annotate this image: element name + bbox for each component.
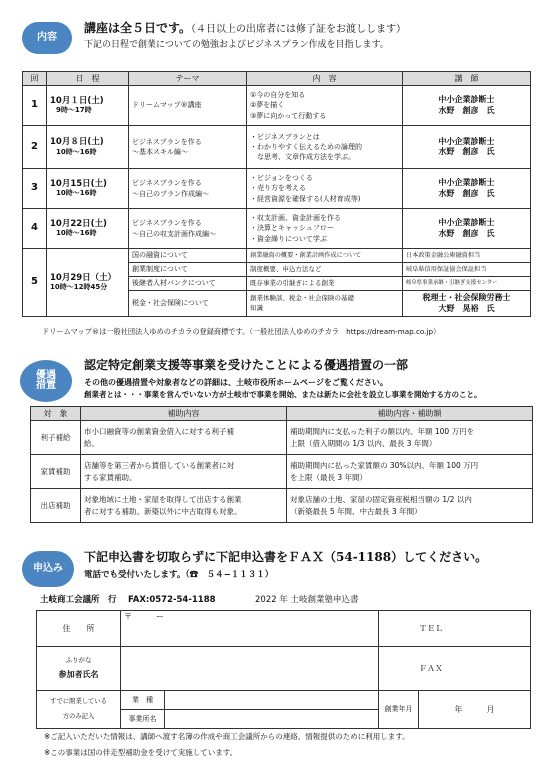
date-cell bbox=[47, 209, 129, 249]
content-line: ・ビジネスプランとは bbox=[250, 132, 320, 141]
business-label-1: すでに開業している bbox=[50, 698, 107, 706]
form-title: 2022 年 土岐創業塾申込書 bbox=[255, 595, 359, 605]
year-month: 年 月 bbox=[454, 704, 495, 714]
tel-label: ＴＥＬ bbox=[419, 623, 443, 633]
benefit-amount bbox=[287, 421, 533, 455]
theme-line: ビジネスプランを作る bbox=[132, 219, 202, 227]
form-row-address bbox=[37, 611, 531, 647]
amount-line: 対象店舗の土地、家屋の固定資産税相当額の 1/2 以内 bbox=[290, 494, 472, 504]
detail-line: する家賃補助。 bbox=[84, 472, 137, 482]
address-label: 住 所 bbox=[37, 611, 121, 647]
schedule-row bbox=[23, 126, 531, 169]
lecturer-name: 水野 創彦 氏 bbox=[438, 188, 495, 198]
content-cell bbox=[247, 169, 403, 209]
theme-line: ビジネスプランを作る bbox=[132, 179, 202, 187]
time-text: 9時〜17時 bbox=[56, 106, 92, 115]
lecturer-title: 中小企業診断士 bbox=[438, 218, 495, 228]
lecturer-cell: 岐阜県事業承継・引継ぎ支援センター bbox=[403, 277, 531, 291]
theme-cell: 創業制度について bbox=[129, 263, 247, 277]
theme-cell: 後継者人材バンクについて bbox=[129, 277, 247, 291]
time-text: 10時〜16時 bbox=[56, 229, 97, 238]
amount-line: 補助期間内に支払った利子の額以内、年額 100 万円を bbox=[290, 426, 475, 436]
content-line: 知識 bbox=[250, 303, 263, 312]
founder-definition: 創業者とは・・・事業を営んでいない方が土岐市で事業を開始、または新たに会社を設立し事業を開始する方のこと。 bbox=[84, 390, 482, 399]
benefit-header-row bbox=[31, 407, 533, 421]
amount-line: 補助期間内に払った家賃額の 30%以内、年額 100 万円 bbox=[290, 460, 479, 470]
participant-name-label: 参加者氏名 bbox=[58, 670, 99, 679]
theme-line: 〜自己の収支計画作成編〜 bbox=[132, 229, 216, 238]
schedule-row bbox=[23, 209, 531, 249]
date-cell bbox=[47, 249, 129, 317]
theme-cell bbox=[129, 86, 247, 126]
business-label-cell bbox=[37, 691, 121, 729]
benefit-detail bbox=[81, 489, 287, 523]
lecturer-title: 税理士・社会保険労務士 bbox=[422, 293, 511, 303]
lecturer-cell bbox=[403, 126, 531, 169]
privacy-note: ※ご記入いただいた情報は、講師へ渡す名簿の作成や商工会議所からの連絡、情報提供のために利用します。 bbox=[44, 732, 410, 741]
round-number: 2 bbox=[23, 126, 47, 169]
schedule-row-5 bbox=[23, 249, 531, 263]
col-header-theme: テーマ bbox=[129, 72, 247, 86]
fax-recipient bbox=[40, 595, 216, 606]
theme-line: 〜自己のプラン作成編〜 bbox=[132, 189, 209, 198]
course-subtitle: 下記の日程で創業についての勉強およびビジネスプラン作成を目指します。 bbox=[84, 40, 389, 50]
content-line: ②夢を描く bbox=[250, 101, 285, 110]
content-line: ・ビジョンをつくる bbox=[250, 174, 313, 183]
tel-field[interactable] bbox=[379, 611, 531, 647]
form-row-name bbox=[37, 647, 531, 691]
date-text: 10月29日（土） bbox=[50, 272, 117, 283]
content-cell: 創業融資の概要・創業計画作成について bbox=[247, 249, 403, 263]
theme-cell bbox=[129, 209, 247, 249]
lecturer-name: 水野 創彦 氏 bbox=[438, 105, 495, 115]
benefit-target: 利子補給 bbox=[31, 421, 81, 455]
content-line: ③夢に向かって行動する bbox=[250, 111, 327, 120]
fax-to: 土岐商工会議所 行 FAX:0572-54-1188 bbox=[40, 595, 216, 605]
content-cell: 制度概要、申込方法など bbox=[247, 263, 403, 277]
date-text: 10月15日(土) bbox=[50, 178, 107, 189]
course-title bbox=[84, 21, 406, 37]
lecturer-cell bbox=[403, 86, 531, 126]
date-cell bbox=[47, 169, 129, 209]
content-line: 創業体験談、税金・社会保険の基礎 bbox=[250, 293, 354, 302]
founded-input[interactable] bbox=[419, 691, 531, 729]
content-cell bbox=[247, 86, 403, 126]
detail-line: 店舗等を第三者から賃借している創業者に対 bbox=[84, 460, 234, 470]
course-title-note: （４日以上の出席者には修了証をお渡しします） bbox=[191, 24, 407, 35]
benefit-subtitle: その他の優遇措置や対象者などの詳細は、土岐市役所ホームページをご覧ください。 bbox=[84, 377, 388, 387]
phone-number: ５４−１１３１） bbox=[206, 570, 274, 580]
round-number: 5 bbox=[23, 249, 47, 317]
content-line: ・わかりやすく伝えるための論理的 bbox=[250, 142, 362, 151]
phone-line bbox=[84, 570, 273, 581]
schedule-header-row bbox=[23, 72, 531, 86]
benefit-table bbox=[30, 406, 533, 523]
detail-line: 市小口融資等の創業資金借入に対する利子補 bbox=[84, 426, 234, 436]
content-cell bbox=[247, 209, 403, 249]
theme-cell bbox=[129, 126, 247, 169]
content-line: ①今の自分を知る bbox=[250, 91, 306, 100]
col-header-target: 対 象 bbox=[31, 407, 81, 421]
business-label-2: 方のみ記入 bbox=[62, 712, 95, 720]
benefit-amount bbox=[287, 489, 533, 523]
benefit-title: 認定特定創業支援等事業を受けたことによる優遇措置の一部 bbox=[84, 358, 409, 372]
lecturer-cell: 岐阜県信用保証協会保証担当 bbox=[403, 263, 531, 277]
apply-badge: 申込み bbox=[22, 551, 74, 587]
fax-field[interactable] bbox=[379, 647, 531, 691]
lecturer-name: 水野 創彦 氏 bbox=[438, 228, 495, 238]
content-line: な思考、文章作成方法を学ぶ。 bbox=[250, 153, 356, 162]
benefit-detail bbox=[81, 455, 287, 489]
apply-title: 下記申込書を切取らずに下記申込書をＦＡＸ（54-1188）してください。 bbox=[84, 550, 488, 564]
date-text: 10月22日(土) bbox=[50, 218, 107, 229]
content-line: ・売り方を考える bbox=[250, 184, 306, 193]
phone-icon: ☎ bbox=[189, 570, 199, 580]
detail-line: 給。 bbox=[84, 438, 99, 448]
theme-cell: 税金・社会保険について bbox=[129, 291, 247, 317]
benefit-row bbox=[31, 489, 533, 523]
col-header-detail: 補助内容 bbox=[81, 407, 287, 421]
date-cell bbox=[47, 126, 129, 169]
course-section bbox=[0, 0, 554, 345]
amount-line: を上限（最長 3 年間） bbox=[290, 472, 368, 482]
lecturer-title: 中小企業診断士 bbox=[438, 95, 495, 105]
detail-line: 対象地域に土地・家屋を取得して出店する創業 bbox=[84, 494, 242, 504]
benefit-badge bbox=[20, 360, 72, 402]
lecturer-cell bbox=[403, 169, 531, 209]
col-header-date: 日 程 bbox=[47, 72, 129, 86]
theme-line: ビジネスプランを作る bbox=[132, 137, 202, 146]
content-line: ・経営資源を確保する(人材育成等) bbox=[250, 194, 361, 203]
subsidy-note: ※この事業は国の伴走型補助金を受けて実施しています。 bbox=[44, 748, 238, 757]
form-row-industry bbox=[37, 691, 531, 710]
theme-line: 〜基本スキル編〜 bbox=[132, 148, 188, 156]
round-number: 3 bbox=[23, 169, 47, 209]
date-text: 10月８日(土) bbox=[50, 137, 104, 148]
time-text: 10時〜12時45分 bbox=[50, 283, 108, 292]
time-text: 10時〜16時 bbox=[56, 147, 97, 156]
amount-line: （新築最長 5 年間、中古最長 3 年間） bbox=[290, 506, 422, 516]
founded-label: 創業年月 bbox=[379, 691, 419, 729]
lecturer-cell bbox=[403, 291, 531, 317]
col-header-amount: 補助内容・補助額 bbox=[287, 407, 533, 421]
lecturer-title: 中小企業診断士 bbox=[438, 178, 495, 188]
benefit-target: 出店補助 bbox=[31, 489, 81, 523]
course-title-main: 講座は全５日です。 bbox=[84, 21, 192, 35]
application-section bbox=[0, 540, 554, 771]
office-label: 事業所名 bbox=[121, 710, 165, 729]
content-cell bbox=[247, 126, 403, 169]
date-cell bbox=[47, 86, 129, 126]
benefit-badge-text: 優遇 措置 bbox=[36, 369, 56, 391]
amount-line: 上限（借入期間の 1/3 以内、最長 3 年間） bbox=[290, 438, 437, 448]
participant-name-input[interactable] bbox=[121, 647, 379, 691]
theme-cell bbox=[129, 169, 247, 209]
content-line: ・収支計画、資金計画を作る bbox=[250, 214, 341, 223]
name-label-cell bbox=[37, 647, 121, 691]
content-line: ・資金繰りについて学ぶ bbox=[250, 234, 327, 243]
address-input[interactable] bbox=[121, 611, 379, 647]
content-line: ・決算とキャッシュフロー bbox=[250, 224, 334, 233]
round-number: 4 bbox=[23, 209, 47, 249]
theme-cell: 国の融資について bbox=[129, 249, 247, 263]
application-form bbox=[36, 610, 531, 729]
benefit-section bbox=[0, 345, 554, 515]
trademark-footnote: ドリームマップ®は一般社団法人ゆめのチカラの登録商標です。（一般社団法人ゆめのチカラ https://dream-map.co.jp） bbox=[42, 327, 441, 336]
lecturer-name: 水野 創彦 氏 bbox=[438, 147, 495, 156]
schedule-row bbox=[23, 169, 531, 209]
benefit-row bbox=[31, 455, 533, 489]
col-header-round: 回 bbox=[23, 72, 47, 86]
lecturer-title: 中小企業診断士 bbox=[438, 136, 495, 146]
fax-label: ＦＡＸ bbox=[419, 663, 443, 673]
lecturer-cell bbox=[403, 209, 531, 249]
lecturer-name: 大野 晃裕 氏 bbox=[438, 303, 495, 313]
content-cell bbox=[247, 291, 403, 317]
theme-line: ドリームマップ®講座 bbox=[132, 101, 202, 110]
office-input[interactable] bbox=[165, 710, 379, 729]
time-text: 10時〜16時 bbox=[56, 189, 97, 198]
col-header-content: 内 容 bbox=[247, 72, 403, 86]
benefit-detail bbox=[81, 421, 287, 455]
content-cell: 既存事業の引継ぎによる創業 bbox=[247, 277, 403, 291]
postal-mark: 〒 ー bbox=[124, 612, 164, 621]
schedule-row bbox=[23, 86, 531, 126]
content-badge: 内容 bbox=[22, 22, 72, 54]
date-text: 10月１日(土) bbox=[50, 95, 104, 106]
benefit-row bbox=[31, 421, 533, 455]
col-header-lecturer: 講 師 bbox=[403, 72, 531, 86]
benefit-amount bbox=[287, 455, 533, 489]
benefit-target: 家賃補助 bbox=[31, 455, 81, 489]
industry-input[interactable] bbox=[165, 691, 379, 710]
round-number: 1 bbox=[23, 86, 47, 126]
detail-line: 者に対する補助。新築以外に中古取得も対象。 bbox=[84, 506, 242, 516]
schedule-table bbox=[22, 71, 531, 317]
lecturer-cell: 日本政策金融公庫融資担当 bbox=[403, 249, 531, 263]
phone-prefix: 電話でも受付いたします。（ bbox=[84, 570, 190, 580]
industry-label: 業 種 bbox=[121, 691, 165, 710]
furigana-label: ふりがな bbox=[65, 656, 92, 664]
